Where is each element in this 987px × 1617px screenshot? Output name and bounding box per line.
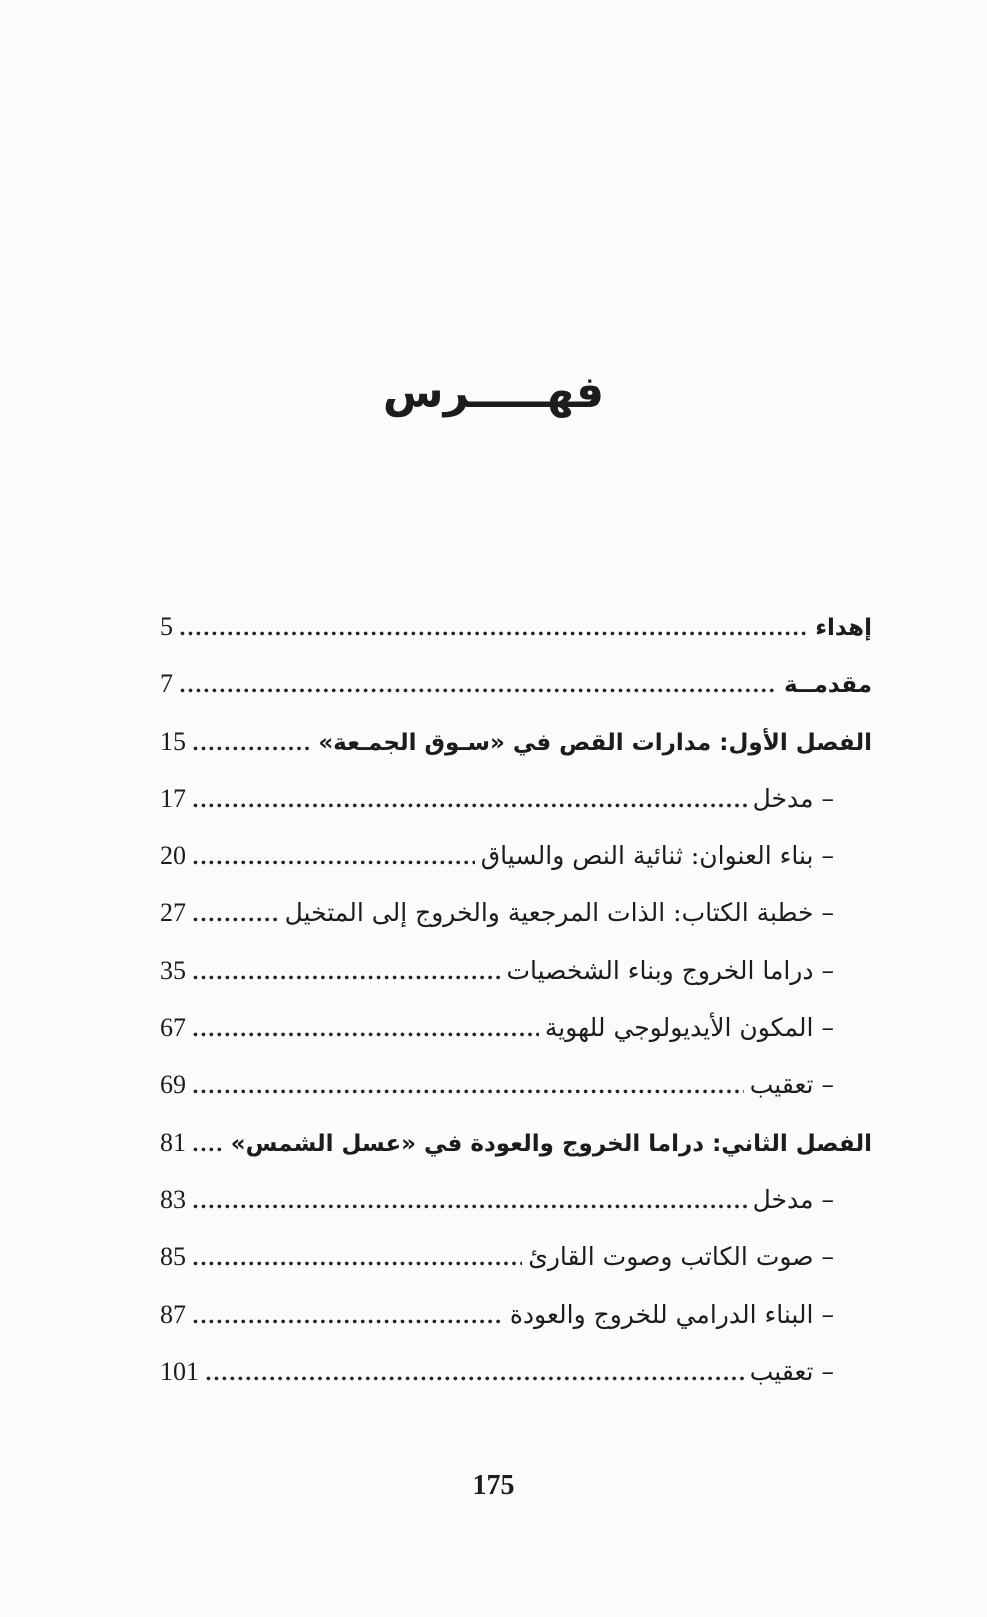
dash-marker: – — [821, 898, 834, 928]
toc-entry-title — [750, 1357, 834, 1386]
toc-page-number: 85 — [160, 1242, 186, 1272]
toc-entry-title — [545, 1013, 834, 1042]
toc-entry-title — [285, 898, 834, 927]
toc-entry-section — [160, 956, 872, 1013]
toc-page-number: 35 — [160, 955, 186, 985]
toc-entry-title — [753, 784, 834, 813]
toc-entry-title — [750, 1070, 834, 1099]
toc-entry-title: إهداء — [815, 615, 872, 641]
dot-leader — [192, 1017, 539, 1041]
dot-leader — [192, 845, 475, 869]
dash-marker: – — [821, 955, 834, 985]
page-number: 175 — [472, 1470, 515, 1501]
toc-entry-section — [160, 1357, 872, 1414]
toc-entry-section — [160, 1185, 872, 1242]
toc-entry-text: مدخل — [752, 783, 814, 813]
toc-entry-section — [160, 898, 872, 955]
toc-entry-title: الفصل الأول: مدارات القص في «سـوق الجمـعة» — [318, 729, 872, 756]
table-of-contents — [160, 612, 872, 1414]
toc-entry-title — [506, 956, 834, 985]
toc-entry-title: مقدمــة — [784, 672, 872, 699]
dash-marker: – — [821, 841, 834, 871]
toc-entry-text: دراما الخروج وبناء الشخصيات — [506, 955, 814, 985]
toc-entry-section — [160, 1300, 872, 1357]
toc-entry-introduction — [160, 669, 872, 726]
toc-entry-title: الفصل الثاني: دراما الخروج والعودة في «عسل الشمس» — [230, 1130, 872, 1157]
toc-page-number: 17 — [160, 783, 186, 813]
toc-entry-title — [753, 1185, 834, 1214]
toc-entry-text: خطبة الكتاب: الذات المرجعية والخروج إلى المتخيل — [284, 898, 814, 928]
page-title: فهـــــرس — [382, 367, 605, 419]
dot-leader — [192, 1074, 744, 1098]
dot-leader — [192, 902, 279, 926]
toc-page-number: 67 — [160, 1013, 186, 1043]
dot-leader — [179, 616, 809, 640]
dot-leader — [192, 1246, 522, 1270]
toc-page-number: 20 — [160, 841, 186, 871]
toc-entry-section — [160, 784, 872, 841]
toc-page-number: 7 — [160, 669, 173, 699]
dot-leader — [192, 1189, 747, 1213]
toc-page-number: 27 — [160, 898, 186, 928]
toc-entry-text: المكون الأيديولوجي للهوية — [544, 1013, 814, 1043]
toc-page-number: 5 — [160, 612, 173, 641]
toc-entry-section — [160, 1242, 872, 1299]
dash-marker: – — [821, 1184, 834, 1214]
toc-entry-title — [510, 1300, 834, 1329]
toc-entry-text: بناء العنوان: ثنائية النص والسياق — [480, 841, 814, 871]
dot-leader — [192, 1132, 225, 1156]
dash-marker: – — [821, 1070, 834, 1100]
dot-leader — [192, 1304, 504, 1328]
toc-entry-chapter-2 — [160, 1128, 872, 1185]
dash-marker: – — [821, 1013, 834, 1043]
dash-marker: – — [821, 783, 834, 813]
toc-entry-text: مدخل — [752, 1184, 814, 1214]
toc-entry-chapter-1 — [160, 727, 872, 784]
dash-marker: – — [821, 1299, 834, 1329]
toc-entry-section — [160, 841, 872, 898]
dot-leader — [192, 960, 500, 984]
dash-marker: – — [821, 1356, 834, 1386]
toc-page-number: 69 — [160, 1070, 186, 1100]
dot-leader — [179, 673, 778, 697]
toc-page-number: 87 — [160, 1299, 186, 1329]
toc-entry-title — [528, 1242, 834, 1271]
toc-entry-section — [160, 1070, 872, 1127]
toc-entry-text: تعقيب — [749, 1356, 814, 1386]
toc-entry-text: البناء الدرامي للخروج والعودة — [509, 1299, 814, 1329]
toc-entry-section — [160, 1013, 872, 1070]
toc-entry-text: تعقيب — [749, 1070, 814, 1100]
toc-page-number: 15 — [160, 726, 186, 756]
toc-entry-text: صوت الكاتب وصوت القارئ — [528, 1242, 814, 1272]
dot-leader — [192, 731, 312, 755]
dash-marker: – — [821, 1242, 834, 1272]
dot-leader — [205, 1361, 744, 1385]
toc-page-number: 101 — [160, 1356, 199, 1386]
toc-entry-dedication — [160, 612, 872, 669]
toc-page-number: 83 — [160, 1184, 186, 1214]
dot-leader — [192, 788, 747, 812]
toc-entry-title — [481, 841, 834, 870]
toc-page-number: 81 — [160, 1127, 186, 1157]
